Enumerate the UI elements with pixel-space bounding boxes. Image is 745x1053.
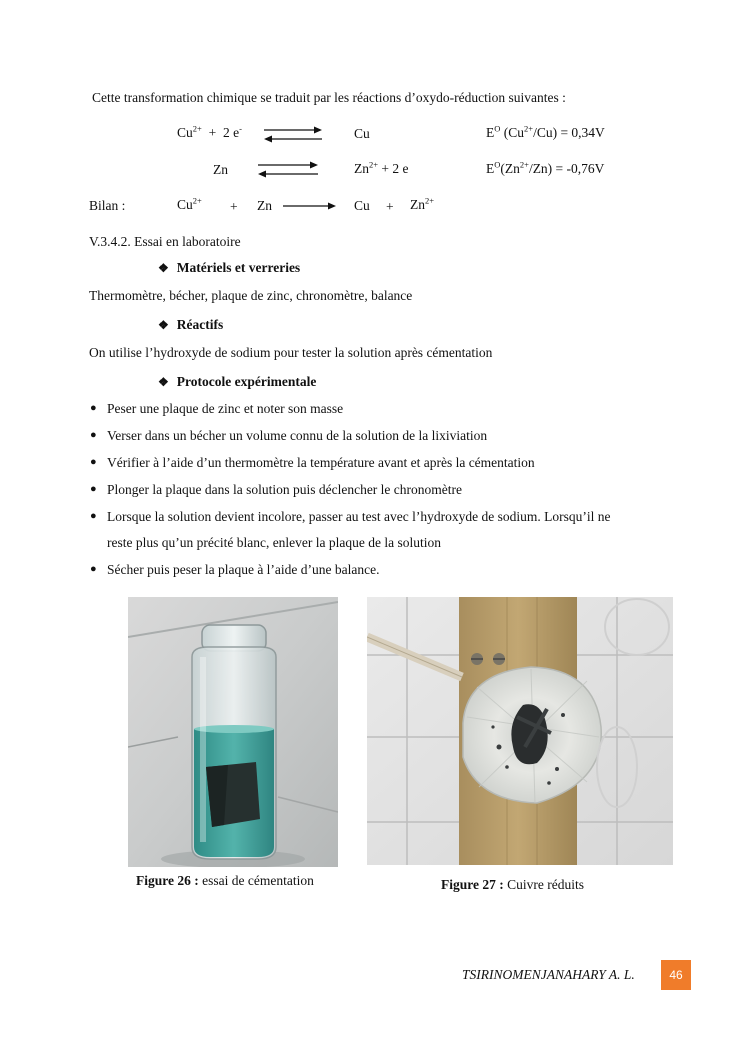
diamond-bullet-icon: ❖ — [158, 318, 169, 332]
protocol-step-continued: reste plus qu’un précité blanc, enlever la plaque de la solution — [107, 535, 442, 550]
bilan-plus: + — [386, 199, 394, 214]
reagents-text: On utilise l’hydroxyde de sodium pour tester la solution après cémentation — [89, 345, 493, 360]
reaction-2-lhs: Zn — [213, 162, 228, 177]
protocol-step: Vérifier à l’aide d’un thermomètre la température avant et après la cémentation — [107, 455, 535, 470]
bilan-reactant-zn: Zn — [257, 198, 272, 213]
bullet-icon: ● — [90, 429, 97, 441]
protocol-step: Verser dans un bécher un volume connu de la solution de la lixiviation — [107, 428, 488, 443]
figure-27-photo — [367, 597, 673, 865]
bilan-product-cu: Cu — [354, 198, 370, 213]
protocol-step: Sécher puis peser la plaque à l’aide d’une balance. — [107, 562, 380, 577]
intro-text: Cette transformation chimique se traduit par les réactions d’oxydo-réduction suivantes : — [92, 90, 566, 105]
bilan-plus: + — [230, 199, 238, 214]
bilan-label: Bilan : — [89, 198, 126, 213]
reaction-1-potential: $E^O$ $(Cu^{2+}/Cu) = 0,34V$ — [486, 123, 605, 140]
reaction-arrow-icon — [282, 200, 338, 212]
bullet-icon: ● — [90, 510, 97, 522]
protocol-step: Plonger la plaque dans la solution puis déclencher le chronomètre — [107, 482, 463, 497]
figure-27-caption: Figure 27 : Cuivre réduits — [441, 877, 584, 892]
bilan-product-zn: $Zn^{2+}$ — [410, 195, 435, 212]
materials-heading: ❖ Matériels et verreries — [158, 260, 301, 275]
equilibrium-arrow-icon — [262, 124, 324, 144]
reaction-2-rhs: $Zn^{2+} + 2$ e — [354, 159, 409, 176]
figure-26-photo — [128, 597, 338, 867]
reagents-heading: ❖ Réactifs — [158, 317, 224, 332]
bullet-icon: ● — [90, 456, 97, 468]
equilibrium-arrow-icon — [256, 159, 320, 179]
bullet-icon: ● — [90, 402, 97, 414]
bilan-reactant-cu: $Cu^{2+}$ — [177, 195, 202, 212]
materials-text: Thermomètre, bécher, plaque de zinc, chronomètre, balance — [89, 288, 413, 303]
diamond-bullet-icon: ❖ — [158, 375, 169, 389]
bullet-icon: ● — [90, 563, 97, 575]
reaction-1-lhs: $Cu^{2+} + 2$ e- — [177, 123, 242, 140]
section-title: V.3.4.2. Essai en laboratoire — [89, 234, 241, 249]
reaction-1-rhs: Cu — [354, 126, 370, 141]
figure-26-caption: Figure 26 : essai de cémentation — [136, 873, 314, 888]
protocol-step: Peser une plaque de zinc et noter son masse — [107, 401, 344, 416]
reaction-2-potential: $E^O(Zn^{2+}/Zn) = -0,76V$ — [486, 159, 605, 176]
protocol-heading: ❖ Protocole expérimentale — [158, 374, 317, 389]
footer-author: TSIRINOMENJANAHARY A. L. — [462, 967, 635, 982]
bullet-icon: ● — [90, 483, 97, 495]
page-number-badge: 46 — [661, 960, 691, 990]
diamond-bullet-icon: ❖ — [158, 261, 169, 275]
protocol-step: Lorsque la solution devient incolore, passer au test avec l’hydroxyde de sodium. Lorsqu’il ne — [107, 509, 611, 524]
